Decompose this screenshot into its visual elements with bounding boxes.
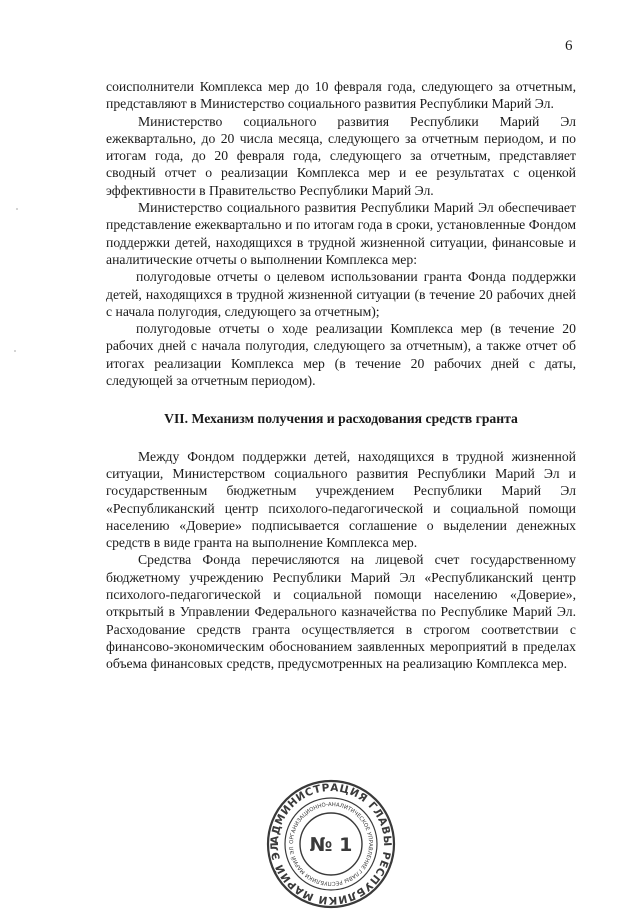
paragraph-reporting-deadline: соисполнители Комплекса мер до 10 февраля года, следующего за отчетным, представляют в Министерство социального развития Республики Марий Эл. xyxy=(106,79,576,112)
stamp-inner-text: ОРГАНИЗАЦИОННО-АНАЛИТИЧЕСКОЕ УПРАВЛЕНИЕ ГЛАВЫ РЕСПУБЛИКИ МАРИЙ ЭЛ xyxy=(288,801,374,887)
scan-speck xyxy=(14,350,16,352)
list-item-progress-reports: полугодовые отчеты о ходе реализации Комплекса мер (в течение 20 рабочих дней с начала полугодия, следующего за отчетным), а также отчет об итогах реализации Комплекса мер (в течение 20 рабочих дней с даты, следующей за отчетным периодом). xyxy=(106,321,576,389)
section-heading: VII. Механизм получения и расходования средств гранта xyxy=(164,411,518,427)
paragraph-grant-agreement: Между Фондом поддержки детей, находящихся в трудной жизненной ситуации, Министерством социального развития Республики Марий Эл и государственным бюджетным учреждением Республики Марий Эл «Республиканский центр психолого-педагогической и социальной помощи населению «Доверие» подписывается соглашение о выделении денежных средств в виде гранта на выполнение Комплекса мер. xyxy=(106,448,576,551)
official-stamp-seal xyxy=(265,778,397,910)
list-item-grant-usage-reports: полугодовые отчеты о целевом использовании гранта Фонда поддержки детей, находящихся в трудной жизненной ситуации (в течение 20 рабочих дней с начала полугодия, следующего за отчетным); xyxy=(106,269,576,319)
document-body xyxy=(106,78,576,673)
paragraph-ministry-summary-report: Министерство социального развития Республики Марий Эл ежеквартально, до 20 числа месяца, следующего за отчетным периодом, и по итогам года, до 20 февраля года, следующего за отчетным, представляет сводный отчет о реализации Комплекса мер и ее результатах с оценкой эффективности в Правительство Республики Марий Эл. xyxy=(106,113,576,198)
stamp-outer-text: АДМИНИСТРАЦИЯ ГЛАВЫ РЕСПУБЛИКИ МАРИЙ ЭЛ xyxy=(268,781,394,907)
official-stamp xyxy=(265,778,397,910)
paragraph-ministry-fund-reports: Министерство социального развития Республики Марий Эл обеспечивает представление ежеквартально и по итогам года в сроки, установленные Фондом поддержки детей, находящихся в трудной жизненной ситуации, финансовые и аналитические отчеты о выполнении Комплекса мер: xyxy=(106,200,576,267)
scan-speck xyxy=(16,208,18,210)
page-number: 6 xyxy=(565,38,573,54)
stamp-number: № 1 xyxy=(309,834,353,856)
paragraph-funds-transfer: Средства Фонда перечисляются на лицевой счет государственному бюджетному учреждению Республики Марий Эл «Республиканский центр психолого-педагогической и социальной помощи населению «Доверие», открытый в Управлении Федерального казначейства по Республике Марий Эл. Расходование средств гранта осуществляется в строгом соответствии с финансово-экономическим обоснованием заявленных мероприятий в пределах объема финансовых средств, предусмотренных на реализацию Комплекса мер. xyxy=(106,552,576,672)
